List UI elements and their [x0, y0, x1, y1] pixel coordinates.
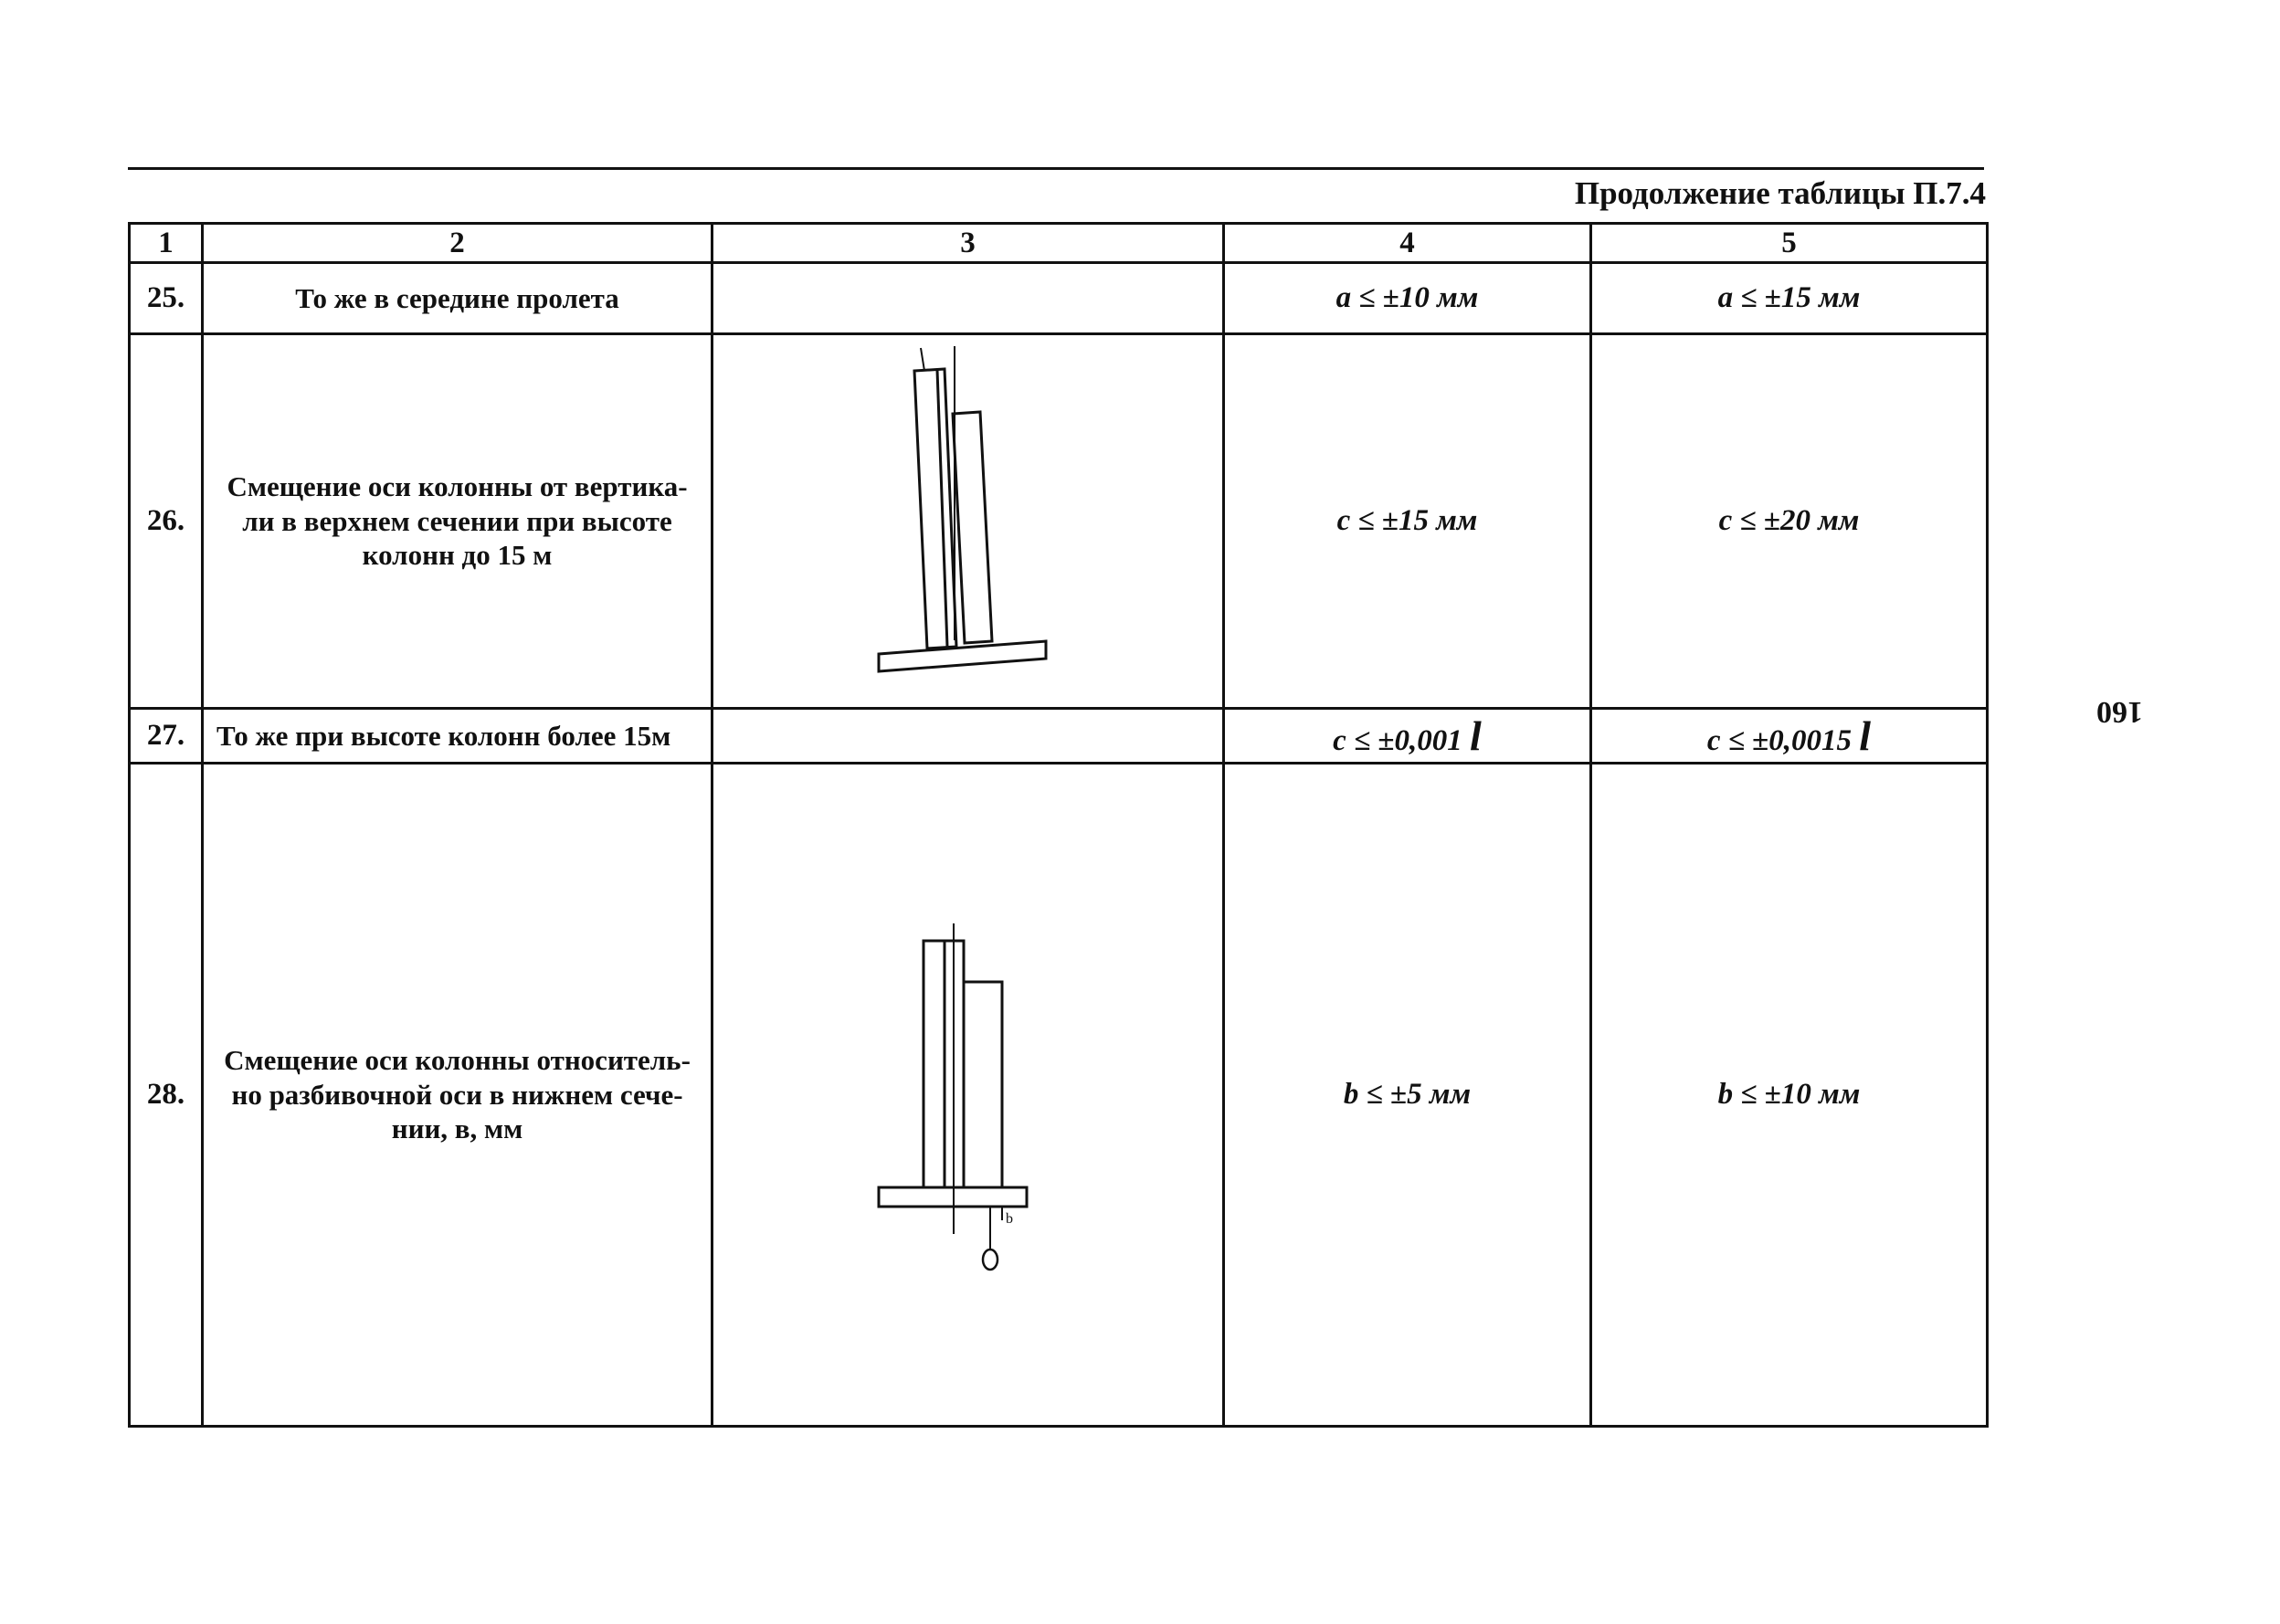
header-cell: 1 — [130, 224, 203, 263]
top-rule — [128, 167, 1984, 170]
column-offset-diagram — [713, 766, 1224, 1424]
length-symbol: l — [1859, 712, 1872, 759]
tolerance-value: c ≤ ±0,0015 — [1706, 724, 1852, 757]
figure-cell — [712, 764, 1224, 1427]
tolerance-col5: c ≤ ±20 мм — [1591, 334, 1988, 709]
page-number: 160 — [2096, 695, 2143, 729]
tolerance-col4: c ≤ ±15 мм — [1224, 334, 1591, 709]
table-row — [130, 334, 1988, 709]
row-description: Смещение оси колонны относитель-но разбивочной оси в нижнем сече-нии, в, мм — [203, 764, 712, 1427]
row-description: То же при высоте колонн более 15м — [203, 709, 712, 764]
tolerance-value: c ≤ ±0,001 — [1333, 724, 1462, 757]
tolerance-col4: a ≤ ±10 мм — [1224, 263, 1591, 334]
tolerance-col5 — [1591, 709, 1988, 764]
figure-cell — [712, 709, 1224, 764]
figure-cell — [712, 263, 1224, 334]
tilted-column-diagram — [713, 339, 1224, 704]
header-cell: 4 — [1224, 224, 1591, 263]
header-cell: 2 — [203, 224, 712, 263]
tolerance-col5: b ≤ ±10 мм — [1591, 764, 1988, 1427]
tolerance-col4 — [1224, 709, 1591, 764]
length-symbol: l — [1470, 712, 1482, 759]
row-number: 26. — [130, 334, 203, 709]
row-number: 27. — [130, 709, 203, 764]
table-caption: Продолжение таблицы П.7.4 — [1574, 175, 1986, 211]
row-number: 25. — [130, 263, 203, 334]
row-description: То же в середине пролета — [203, 263, 712, 334]
header-cell: 5 — [1591, 224, 1988, 263]
tolerance-table — [128, 222, 1989, 1428]
table-row — [130, 764, 1988, 1427]
tolerance-col5: a ≤ ±15 мм — [1591, 263, 1988, 334]
row-number: 28. — [130, 764, 203, 1427]
table-row — [130, 263, 1988, 334]
header-cell: 3 — [712, 224, 1224, 263]
table-row — [130, 709, 1988, 764]
row-description: Смещение оси колонны от вертика-ли в верхнем сечении при высоте колонн до 15 м — [203, 334, 712, 709]
header-row — [130, 224, 1988, 263]
tolerance-col4: b ≤ ±5 мм — [1224, 764, 1591, 1427]
offset-label: b — [1006, 1210, 1013, 1227]
figure-cell — [712, 334, 1224, 709]
